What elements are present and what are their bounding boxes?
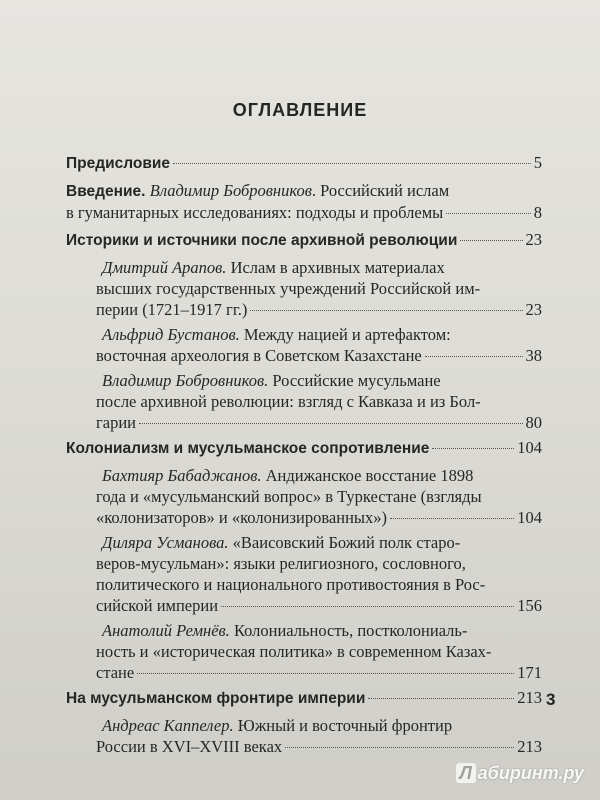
toc-entry-author: Андреас Каппелер. <box>102 716 234 735</box>
toc-entry-text: Российские мусульмане <box>268 371 441 390</box>
toc-line: года и «мусульманский вопрос» в Туркестане (взгляды <box>96 487 482 506</box>
toc-line: ность и «историческая политика» в современном Казах- <box>96 642 492 661</box>
dot-leader <box>446 213 531 214</box>
toc-entry-title: Введение <box>66 183 142 200</box>
toc-entry-author: Анатолий Ремнёв. <box>102 621 230 640</box>
toc-page-number: 213 <box>517 737 542 756</box>
toc-line <box>96 715 542 736</box>
dot-leader <box>221 606 514 607</box>
toc-entry-author: Владимир Бобровников. <box>102 371 269 390</box>
dot-leader <box>139 423 522 424</box>
toc-entry-babadjanov <box>66 465 542 528</box>
toc-entry-text: перии (1721–1917 гг.) <box>96 300 248 319</box>
labirint-logo-icon: Л <box>456 763 476 783</box>
page-number: 3 <box>546 690 556 709</box>
toc-leader-line <box>96 736 542 757</box>
toc-section-historians <box>66 229 542 251</box>
toc-entry-text: в гуманитарных исследованиях: подходы и проблемы <box>66 203 444 222</box>
toc-entry-text: стане <box>96 663 135 682</box>
toc-leader-line <box>96 299 542 320</box>
toc-leader-line <box>66 437 542 459</box>
toc-leader-line <box>96 662 542 683</box>
toc-page-number: 104 <box>517 438 542 457</box>
toc-line: веров-мусульман»: языки религиозного, сословного, <box>96 554 466 573</box>
toc-entry-author: Бахтияр Бабаджанов. <box>102 466 262 485</box>
toc-entry-arapov <box>66 257 542 320</box>
toc-leader-line <box>66 687 542 709</box>
toc-page-number: 80 <box>525 413 542 432</box>
toc-leader-line <box>96 412 542 433</box>
toc-entry-author: Диляра Усманова. <box>102 533 229 552</box>
toc-entry-text: Между нацией и артефактом: <box>239 325 451 344</box>
toc-section-title: Историки и источники после архивной революции <box>66 232 458 249</box>
toc-entry-kappeler <box>66 715 542 757</box>
toc-entry-text: восточная археология в Советском Казахстане <box>96 346 422 365</box>
toc-leader-line <box>96 507 542 528</box>
toc-section-colonialism <box>66 437 542 459</box>
toc-line: высших государственных учреждений Российской им- <box>96 279 481 298</box>
toc-entry-bobrovnikov <box>66 370 542 433</box>
toc-entry-remnev <box>66 620 542 683</box>
toc-page-number: 104 <box>517 508 542 527</box>
toc-entry-preface <box>66 152 542 174</box>
toc-page-number: 213 <box>517 688 542 707</box>
dot-leader <box>250 310 522 311</box>
watermark-text: абиринт.ру <box>477 763 584 783</box>
toc-entry-text: Южный и восточный фронтир <box>233 716 453 735</box>
toc-entry-text: Ислам в архивных материалах <box>226 258 445 277</box>
toc-entry-text: Колониальность, постколониаль- <box>229 621 468 640</box>
dot-leader <box>137 673 514 674</box>
toc-line: политического и национального противостояния в Рос- <box>96 575 486 594</box>
toc-leader-line <box>66 202 542 223</box>
toc-section-title: Колониализм и мусульманское сопротивление <box>66 440 430 457</box>
toc-page-number: 23 <box>525 300 542 319</box>
toc-line <box>96 370 542 391</box>
toc-entry-title: Предисловие <box>66 155 171 172</box>
dot-leader <box>425 356 523 357</box>
toc-line: после архивной революции: взгляд с Кавказа и из Бол- <box>96 392 481 411</box>
toc-entry-author: Владимир Бобровников <box>149 181 312 200</box>
toc-line <box>96 532 542 553</box>
toc-leader-line <box>66 152 542 174</box>
dot-leader <box>368 698 514 699</box>
page-title: ОГЛАВЛЕНИЕ <box>232 100 368 120</box>
toc-page-number: 156 <box>517 596 542 615</box>
toc-line <box>96 324 542 345</box>
toc-page-number: 38 <box>525 346 542 365</box>
toc-leader-line <box>96 595 542 616</box>
dot-leader <box>390 518 514 519</box>
toc-page-number: 8 <box>533 203 542 222</box>
dot-leader <box>460 240 522 241</box>
toc-entry-text: «Ваисовский Божий полк старо- <box>228 533 461 552</box>
toc-line <box>96 620 542 641</box>
toc-line <box>96 465 542 486</box>
toc-entry-text: Российский ислам <box>316 181 450 200</box>
toc-entry-text: России в XVI–XVIII веках <box>96 737 283 756</box>
toc-entry-usmanova <box>66 532 542 616</box>
table-of-contents <box>66 152 542 761</box>
toc-entry-text: «колонизаторов» и «колонизированных») <box>96 508 387 527</box>
toc-line: Введение. Владимир Бобровников. Российский ислам <box>66 181 450 200</box>
toc-page-number: 171 <box>517 663 542 682</box>
toc-entry-text: гарии <box>96 413 137 432</box>
toc-entry-text: сийской империи <box>96 596 219 615</box>
dot-leader <box>285 747 514 748</box>
toc-section-title: На мусульманском фронтире империи <box>66 690 366 707</box>
toc-page-number: 23 <box>525 230 542 249</box>
dot-leader <box>432 448 514 449</box>
toc-entry-author: Дмитрий Арапов. <box>102 258 227 277</box>
toc-entry-text: Андижанское восстание 1898 <box>261 466 474 485</box>
toc-entry-introduction <box>66 180 542 223</box>
toc-page-number: 5 <box>533 153 542 172</box>
toc-leader-line <box>96 345 542 366</box>
toc-entry-author: Альфрид Бустанов. <box>102 325 240 344</box>
toc-section-frontier <box>66 687 542 709</box>
watermark-logo <box>456 763 584 784</box>
toc-entry-bustanov <box>66 324 542 366</box>
toc-leader-line <box>66 229 542 251</box>
dot-leader <box>173 163 531 164</box>
toc-line <box>96 257 542 278</box>
